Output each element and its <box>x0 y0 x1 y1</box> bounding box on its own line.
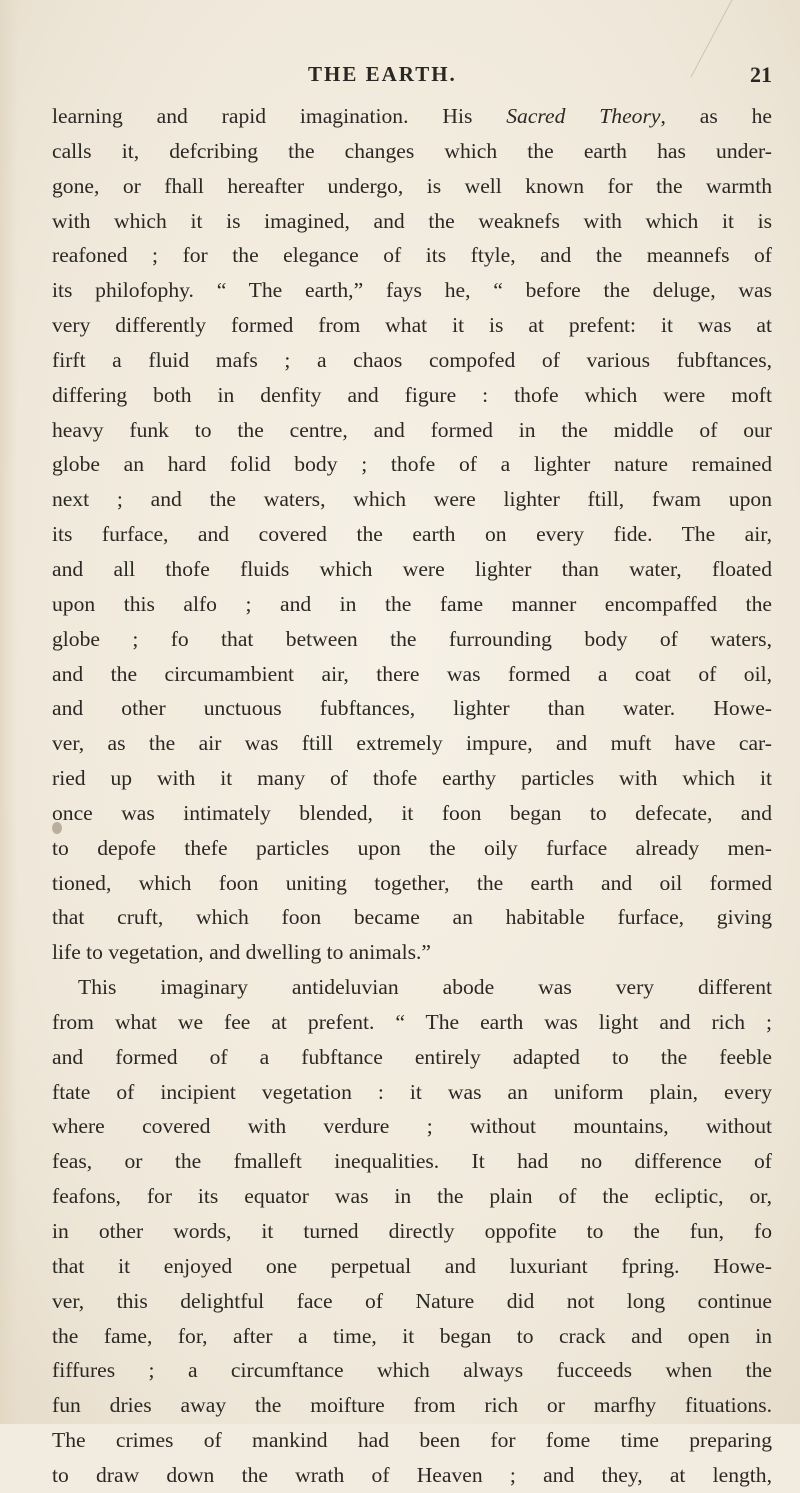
text-line: in other words, it turned directly oppofite to the fun, fo <box>52 1219 772 1243</box>
text-line: globe ; fo that between the furrounding body of waters, <box>52 626 772 651</box>
text-line: to draw down the wrath of Heaven ; and they, at length, <box>52 1462 772 1487</box>
text-line: calls it, defcribing the changes which the earth has under- <box>52 138 772 163</box>
text-line: The crimes of mankind had been for fome time preparing <box>52 1428 772 1453</box>
text-line: upon this alfo ; and in the fame manner encompaffed the <box>52 591 772 616</box>
text-line: once was intimately blended, it foon began to defecate, and <box>52 800 772 825</box>
page-number: 21 <box>750 62 772 87</box>
text-line: the fame, for, after a time, it began to crack and open in <box>52 1323 772 1348</box>
text-line: with which it is imagined, and the weaknefs with which it is <box>52 208 772 233</box>
text-line: feas, or the fmalleft inequalities. It had no difference of <box>52 1149 772 1174</box>
text-line: and all thofe fluids which were lighter than water, floated <box>52 556 772 581</box>
text-line: learning and rapid imagination. His Sacred Theory, as he <box>52 104 772 128</box>
text-line: and other unctuous fubftances, lighter than water. Howe- <box>52 696 772 721</box>
text-line: where covered with verdure ; without mountains, without <box>52 1114 772 1139</box>
text-line: heavy funk to the centre, and formed in the middle of our <box>52 417 772 442</box>
text-line: its furface, and covered the earth on every fide. The air, <box>52 522 772 547</box>
page-header <box>250 62 790 98</box>
text-line: feafons, for its equator was in the plain of the ecliptic, or, <box>52 1184 772 1209</box>
text-line: tioned, which foon uniting together, the earth and oil formed <box>52 870 772 895</box>
page-edge-shadow <box>0 0 18 1424</box>
text-line: ver, this delightful face of Nature did not long continue <box>52 1288 772 1313</box>
paragraph-start-line: This imaginary antideluvian abode was very different <box>78 975 772 1000</box>
text-line: ried up with it many of thofe earthy particles with which it <box>52 766 772 791</box>
text-line: differing both in denfity and figure : thofe which were moft <box>52 382 772 407</box>
text-line: its philofophy. “ The earth,” fays he, “ before the deluge, was <box>52 278 772 303</box>
text-line: to depofe thefe particles upon the oily furface already men- <box>52 835 772 860</box>
text-line: next ; and the waters, which were lighter ftill, fwam upon <box>52 487 772 512</box>
text-line: and formed of a fubftance entirely adapted to the feeble <box>52 1044 772 1069</box>
text-line: and the circumambient air, there was formed a coat of oil, <box>52 661 772 686</box>
text-line: that cruft, which foon became an habitable furface, giving <box>52 905 772 930</box>
text-line: reafoned ; for the elegance of its ftyle, and the meannefs of <box>52 243 772 268</box>
book-title: Sacred Theory <box>506 104 661 128</box>
text-line: globe an hard folid body ; thofe of a lighter nature remained <box>52 452 772 477</box>
text-line: that it enjoyed one perpetual and luxuriant fpring. Howe- <box>52 1253 772 1278</box>
running-head: THE EARTH. <box>308 62 457 86</box>
text-line: gone, or fhall hereafter undergo, is well known for the warmth <box>52 173 772 198</box>
text-line: very differently formed from what it is at prefent: it was at <box>52 313 772 338</box>
text-line: ftate of incipient vegetation : it was an uniform plain, every <box>52 1079 772 1104</box>
text-line: firft a fluid mafs ; a chaos compofed of various fubftances, <box>52 347 772 372</box>
paragraph-end-line: life to vegetation, and dwelling to animals.” <box>52 940 431 965</box>
text-line: fiffures ; a circumftance which always fucceeds when the <box>52 1358 772 1383</box>
body-text <box>52 99 772 1493</box>
text-line: from what we fee at prefent. “ The earth was light and rich ; <box>52 1009 772 1034</box>
text-line: fun dries away the moifture from rich or marfhy fituations. <box>52 1393 772 1418</box>
text-line: ver, as the air was ftill extremely impure, and muft have car- <box>52 731 772 756</box>
